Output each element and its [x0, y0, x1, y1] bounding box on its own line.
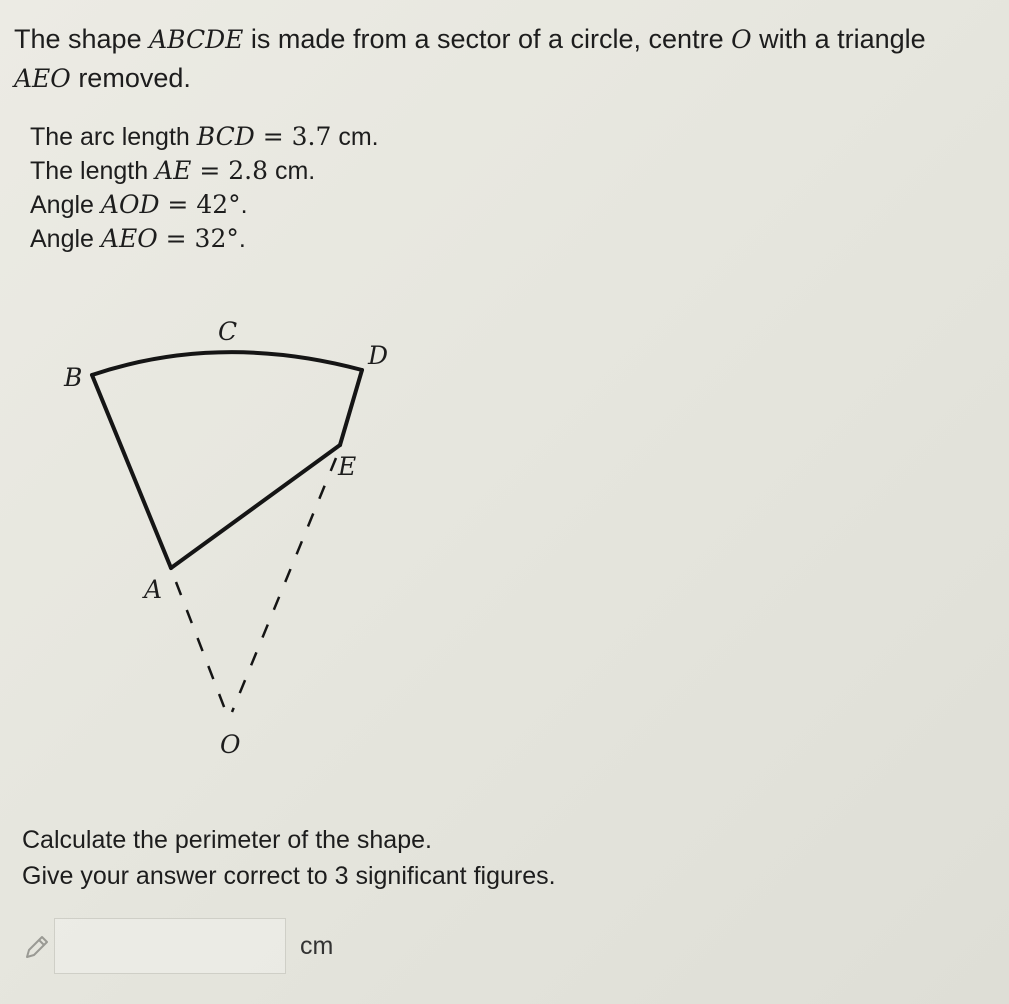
label-d: D: [368, 341, 389, 370]
segment-bd-side-b: [92, 375, 171, 568]
label-c: C: [218, 317, 238, 346]
centre-name: O: [731, 25, 752, 54]
label-a: A: [144, 575, 163, 604]
intro-text-4: removed.: [70, 63, 191, 93]
intro-text-1: The shape: [14, 24, 150, 54]
arc-bcd: [92, 352, 362, 375]
given-angle-aod: Angle AOD = 42°.: [30, 190, 248, 219]
label-e: E: [338, 452, 357, 481]
label-o: O: [220, 730, 241, 759]
given-facts: [30, 120, 379, 256]
triangle-name: AEO: [14, 64, 71, 93]
intro-text-3: with a triangle: [751, 24, 926, 54]
question-line-1: Calculate the perimeter of the shape.: [22, 826, 432, 854]
dashed-eo: [232, 458, 336, 712]
shape-name: ABCDE: [149, 25, 244, 54]
answer-input[interactable]: [54, 918, 286, 974]
label-b: B: [64, 363, 83, 392]
question: [22, 822, 556, 894]
given-length-ae: The length AE = 2.8 cm.: [30, 156, 316, 185]
segment-ae: [171, 445, 340, 568]
pencil-icon: [22, 932, 52, 962]
answer-row: [22, 918, 422, 978]
problem-intro: [14, 20, 989, 98]
answer-unit: cm: [300, 932, 334, 960]
given-arc-length: The arc length BCD = 3.7 cm.: [30, 122, 379, 151]
segment-de: [340, 370, 362, 445]
sector-diagram: [40, 300, 400, 770]
given-angle-aeo: Angle AEO = 32°.: [30, 224, 246, 253]
intro-text-2: is made from a sector of a circle, centre: [243, 24, 732, 54]
dashed-ao: [176, 582, 226, 712]
question-line-2: Give your answer correct to 3 significant figures.: [22, 862, 556, 890]
